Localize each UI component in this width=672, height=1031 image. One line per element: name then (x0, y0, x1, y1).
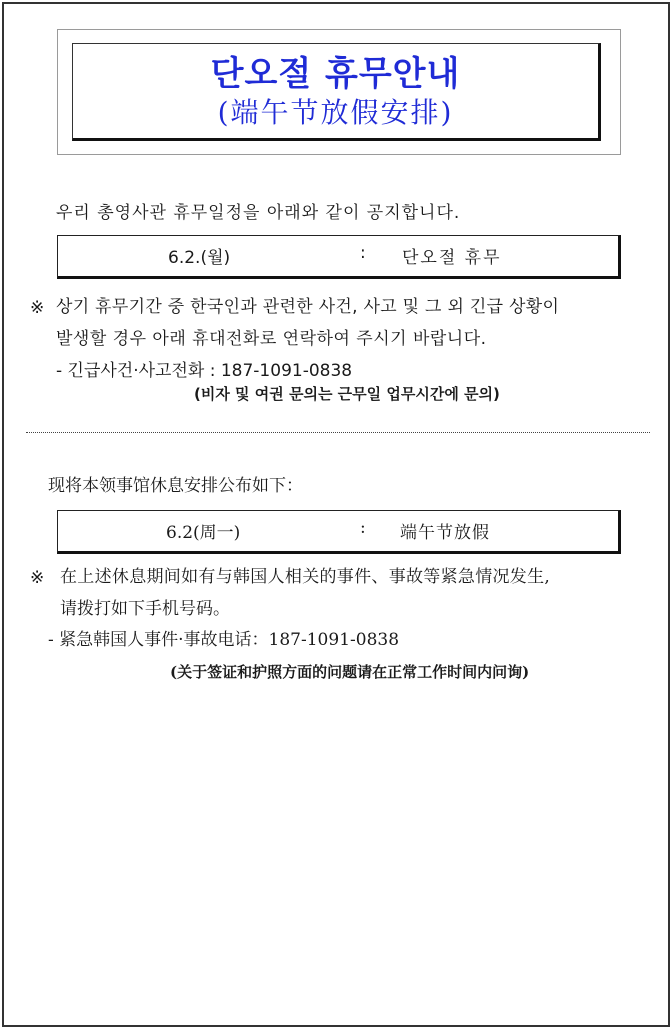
korean-note-line1: 상기 휴무기간 중 한국인과 관련한 사건, 사고 및 그 외 긴급 상황이 (56, 297, 560, 317)
chinese-schedule-label: 端午节放假 (400, 523, 490, 543)
korean-schedule-date: 6.2.(월) (168, 248, 231, 268)
notice-page (2, 2, 670, 1027)
korean-emergency-phone: - 긴급사건·사고전화 : 187-1091-0838 (56, 361, 353, 381)
title-korean: 단오절 휴무안내 (210, 54, 461, 94)
korean-note-line2: 발생할 경우 아래 휴대전화로 연락하여 주시기 바랍니다. (56, 329, 487, 349)
korean-schedule-box (57, 235, 621, 279)
title-frame (57, 29, 621, 155)
korean-visa-note: (비자 및 여권 문의는 근무일 업무시간에 문의) (194, 385, 500, 403)
korean-schedule-separator: : (360, 243, 366, 263)
chinese-note-line2: 请拨打如下手机号码。 (60, 599, 230, 619)
korean-schedule-label: 단오절 휴무 (402, 248, 502, 268)
korean-note-mark: ※ (30, 298, 45, 318)
chinese-visa-note: (关于签证和护照方面的问题请在正常工作时间内问询) (170, 663, 530, 681)
title-box (72, 43, 601, 141)
chinese-schedule-separator: : (360, 518, 366, 538)
chinese-intro: 现将本领事馆休息安排公布如下： (48, 476, 303, 496)
chinese-note-line1: 在上述休息期间如有与韩国人相关的事件、事故等紧急情况发生, (60, 567, 551, 587)
korean-intro: 우리 총영사관 휴무일정을 아래와 같이 공지합니다. (56, 203, 461, 223)
section-divider (26, 432, 650, 433)
chinese-schedule-box (57, 510, 621, 554)
chinese-note-mark: ※ (30, 568, 45, 588)
chinese-emergency-phone: - 紧急韩国人事件·事故电话：187-1091-0838 (48, 630, 400, 650)
title-chinese: (端午节放假安排) (217, 96, 454, 129)
chinese-schedule-date: 6.2(周一) (166, 523, 241, 543)
